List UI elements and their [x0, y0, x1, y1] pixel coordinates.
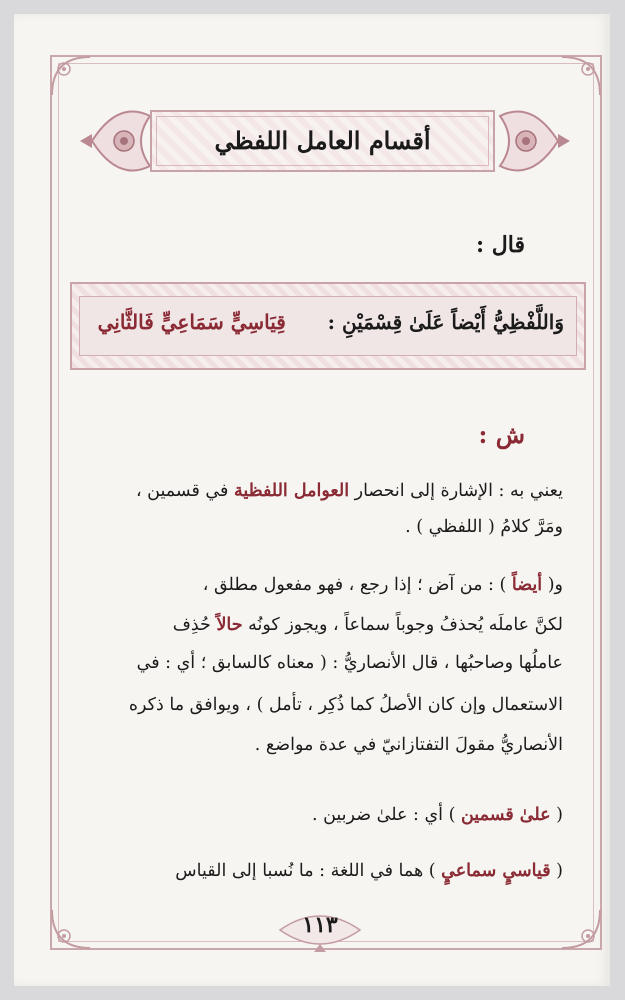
paragraph-line: عاملُها وصاحبُها ، قال الأنصاريُّ : ( معناه كالسابق ؛ أي : في	[136, 653, 563, 673]
title-ornament-right-icon	[492, 104, 572, 178]
corner-ornament-icon	[50, 908, 92, 950]
corner-ornament-icon	[560, 55, 602, 97]
title-ornament-left-icon	[78, 104, 158, 178]
corner-ornament-icon	[560, 908, 602, 950]
matn-part2: قِيَاسِيٍّ سَمَاعِيٍّ فَالثَّانِي	[97, 310, 286, 334]
chapter-title-box	[150, 110, 495, 172]
paragraph-line: الأنصاريُّ مقولَ التفتازانيّ في عدة مواضع .	[254, 735, 563, 755]
corner-ornament-icon	[50, 55, 92, 97]
matn-box	[70, 282, 586, 370]
sharh-label: ش :	[478, 420, 525, 449]
paragraph-line: الاستعمال وإن كان الأصلُ كما ذُكِر ، تأمل ) ، ويوافق ما ذكره	[128, 695, 563, 715]
paragraph-line: و( أيضاً ) : من آض ؛ إذا رجع ، فهو مفعول مطلق ،	[202, 575, 563, 595]
paragraph-line: يعني به : الإشارة إلى انحصار العوامل اللفظية في قسمين ،	[135, 481, 563, 501]
paragraph-line: ( علىٰ قسمين ) أي : علىٰ ضربين .	[311, 805, 563, 825]
paragraph-line: ( قياسيٍ سماعيٍ ) هما في اللغة : ما نُسبا إلى القياس	[175, 861, 563, 881]
chapter-title: أقسام العامل اللفظي	[214, 126, 431, 155]
paragraph-line: لكنَّ عاملَه يُحذفُ وجوباً سماعاً ، ويجوز كونُه حالاً حُذِف	[172, 615, 563, 635]
qala-label: قال :	[476, 232, 525, 258]
paragraph-line: ومَرَّ كلامُ ( اللفظي ) .	[405, 517, 563, 537]
matn-part1: وَاللَّفْظِيُّ أَيْضاً عَلَىٰ قِسْمَيْنِ :	[327, 310, 564, 334]
page-number: ١١٣	[302, 912, 338, 938]
matn-text	[98, 310, 564, 334]
